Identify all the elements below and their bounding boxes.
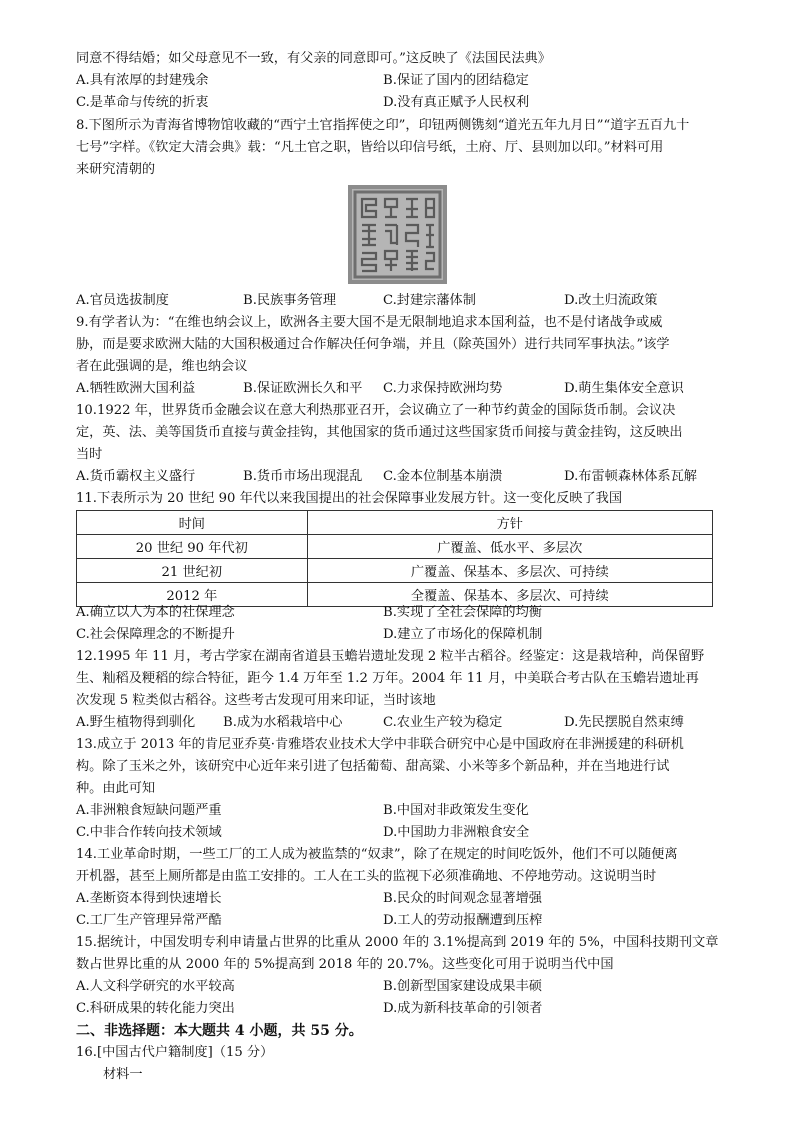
q10-option-a: A.货币霸权主义盛行 xyxy=(76,469,196,484)
table-cell-policy: 全覆盖、保基本、多层次、可持续 xyxy=(307,583,712,607)
q8-text-line3: 来研究清朝的 xyxy=(76,162,156,177)
q15-option-c: C.科研成果的转化能力突出 xyxy=(76,1001,235,1016)
q13-option-d: D.中国助力非洲粮食安全 xyxy=(383,825,530,840)
table-cell-policy: 广覆盖、低水平、多层次 xyxy=(307,535,712,559)
q13-option-b: B.中国对非政策发生变化 xyxy=(383,803,529,818)
seal-stamp-image xyxy=(348,185,447,284)
q8-option-b: B.民族事务管理 xyxy=(243,293,337,308)
q9-text-line3: 者在此强调的是，维也纳会议 xyxy=(76,359,248,374)
q9-text-line2: 胁，而是要求欧洲大陆的大国积极通过合作解决任何争端，并且（除英国外）进行共同军事执法。”该学 xyxy=(76,337,670,352)
q12-option-b: B.成为水稻栽培中心 xyxy=(223,715,343,730)
table-header-time: 时间 xyxy=(77,511,308,535)
q13-option-c: C.中非合作转向技术领域 xyxy=(76,825,222,840)
q8-option-a: A.官员选拔制度 xyxy=(76,293,169,308)
q14-text-line1: 14.工业革命时期，一些工厂的工人成为被监禁的“奴隶”，除了在规定的时间吃饭外，他们不可以随便离 xyxy=(76,847,678,862)
q11-text-line1: 11.下表所示为 20 世纪 90 年代以来我国提出的社会保障事业发展方针。这一变化反映了我国 xyxy=(76,491,623,506)
q10-option-d: D.布雷顿森林体系瓦解 xyxy=(564,469,697,484)
q12-text-line3: 次发现 5 粒类似古稻谷。这些考古发现可用来印证，当时该地 xyxy=(76,693,436,708)
table-cell-time: 21 世纪初 xyxy=(77,559,308,583)
q7-option-d: D.没有真正赋予人民权利 xyxy=(383,95,530,110)
q8-text-line2: 七号”字样。《钦定大清会典》载：“凡土官之职，皆给以印信号纸，土府、厅、县则加以印。”材料可用 xyxy=(76,140,664,155)
q7-text-tail: 同意不得结婚；如父母意见不一致，有父亲的同意即可。”这反映了《法国民法典》 xyxy=(76,51,551,66)
table-row xyxy=(77,535,713,559)
q7-option-b: B.保证了国内的团结稳定 xyxy=(383,73,529,88)
q12-option-c: C.农业生产较为稳定 xyxy=(383,715,503,730)
q15-option-a: A.人文科学研究的水平较高 xyxy=(76,979,235,994)
q14-option-b: B.民众的时间观念显著增强 xyxy=(383,891,542,906)
q13-text-line2: 构。除了玉米之外，该研究中心近年来引进了包括葡萄、甜高粱、小米等多个新品种，并在当地进行试 xyxy=(76,759,670,774)
table-header-policy: 方针 xyxy=(307,511,712,535)
table-cell-time: 2012 年 xyxy=(77,583,308,607)
q13-text-line1: 13.成立于 2013 年的肯尼亚乔莫·肯雅塔农业技术大学中非联合研究中心是中国政府在非洲援建的科研机 xyxy=(76,737,684,752)
q10-text-line2: 定，英、法、美等国货币直接与黄金挂钩，其他国家的货币通过这些国家货币间接与黄金挂钩，这反映出 xyxy=(76,425,683,440)
q7-option-c: C.是革命与传统的折衷 xyxy=(76,95,209,110)
q14-option-a: A.垄断资本得到快速增长 xyxy=(76,891,222,906)
q15-option-d: D.成为新科技革命的引领者 xyxy=(383,1001,543,1016)
q14-option-c: C.工厂生产管理异常严酷 xyxy=(76,913,222,928)
q14-option-d: D.工人的劳动报酬遭到压榨 xyxy=(383,913,543,928)
q15-option-b: B.创新型国家建设成果丰硕 xyxy=(383,979,542,994)
table-row xyxy=(77,559,713,583)
table-cell-time: 20 世纪 90 年代初 xyxy=(77,535,308,559)
q11-option-b: B.实现了全社会保障的均衡 xyxy=(383,605,542,620)
q9-option-c: C.力求保持欧洲均势 xyxy=(383,381,503,396)
q8-option-d: D.改土归流政策 xyxy=(564,293,658,308)
q9-option-b: B.保证欧洲长久和平 xyxy=(243,381,363,396)
q9-option-d: D.萌生集体安全意识 xyxy=(564,381,684,396)
q10-option-b: B.货币市场出现混乱 xyxy=(243,469,363,484)
q13-option-a: A.非洲粮食短缺问题严重 xyxy=(76,803,222,818)
q11-option-d: D.建立了市场化的保障机制 xyxy=(383,627,543,642)
q10-text-line1: 10.1922 年，世界货币金融会议在意大利热那亚召开，会议确立了一种节约黄金的国际货币制。会议决 xyxy=(76,403,676,418)
q11-option-a: A.确立以人为本的社保理念 xyxy=(76,605,235,620)
q10-text-line3: 当时 xyxy=(76,447,103,462)
q12-text-line2: 生、籼稻及粳稻的综合特征，距今 1.4 万年至 1.2 万年。2004 年 11 月，中美联合考古队在玉蟾岩遗址再 xyxy=(76,671,699,686)
q11-option-c: C.社会保障理念的不断提升 xyxy=(76,627,235,642)
q14-text-line2: 开机器，甚至上厕所都是由监工安排的。工人在工头的监视下必须准确地、不停地劳动。这说明当时 xyxy=(76,869,657,884)
q9-text-line1: 9.有学者认为：“在维也纳会议上，欧洲各主要大国不是无限制地追求本国利益，也不是付诸战争或威 xyxy=(76,315,663,330)
section-heading: 二、非选择题：本大题共 4 小题，共 55 分。 xyxy=(76,1023,363,1039)
q10-option-c: C.金本位制基本崩溃 xyxy=(383,469,503,484)
material-label: 材料一 xyxy=(103,1067,143,1082)
q9-option-a: A.牺牲欧洲大国利益 xyxy=(76,381,196,396)
q15-text-line2: 数占世界比重的从 2000 年的 5%提高到 2018 年的 20.7%。这些变化可用于说明当代中国 xyxy=(76,957,614,972)
q16-title: 16.[中国古代户籍制度]（15 分） xyxy=(76,1045,274,1060)
q12-option-d: D.先民摆脱自然束缚 xyxy=(564,715,684,730)
q8-text-line1: 8.下图所示为青海省博物馆收藏的“西宁土官指挥使之印”，印钮两侧镌刻“道光五年九月日”“道字五百九十 xyxy=(76,118,690,133)
q12-text-line1: 12.1995 年 11 月，考古学家在湖南省道县玉蟾岩遗址发现 2 粒半古稻谷。经鉴定：这是栽培种，尚保留野 xyxy=(76,649,705,664)
q12-option-a: A.野生植物得到驯化 xyxy=(76,715,196,730)
q7-option-a: A.具有浓厚的封建残余 xyxy=(76,73,209,88)
table-header-row xyxy=(77,511,713,535)
q15-text-line1: 15.据统计，中国发明专利申请量占世界的比重从 2000 年的 3.1%提高到 2019 年的 5%，中国科技期刊文章 xyxy=(76,935,719,950)
q8-option-c: C.封建宗藩体制 xyxy=(383,293,476,308)
table-cell-policy: 广覆盖、保基本、多层次、可持续 xyxy=(307,559,712,583)
policy-table xyxy=(76,510,713,607)
q13-text-line3: 种。由此可知 xyxy=(76,781,156,796)
